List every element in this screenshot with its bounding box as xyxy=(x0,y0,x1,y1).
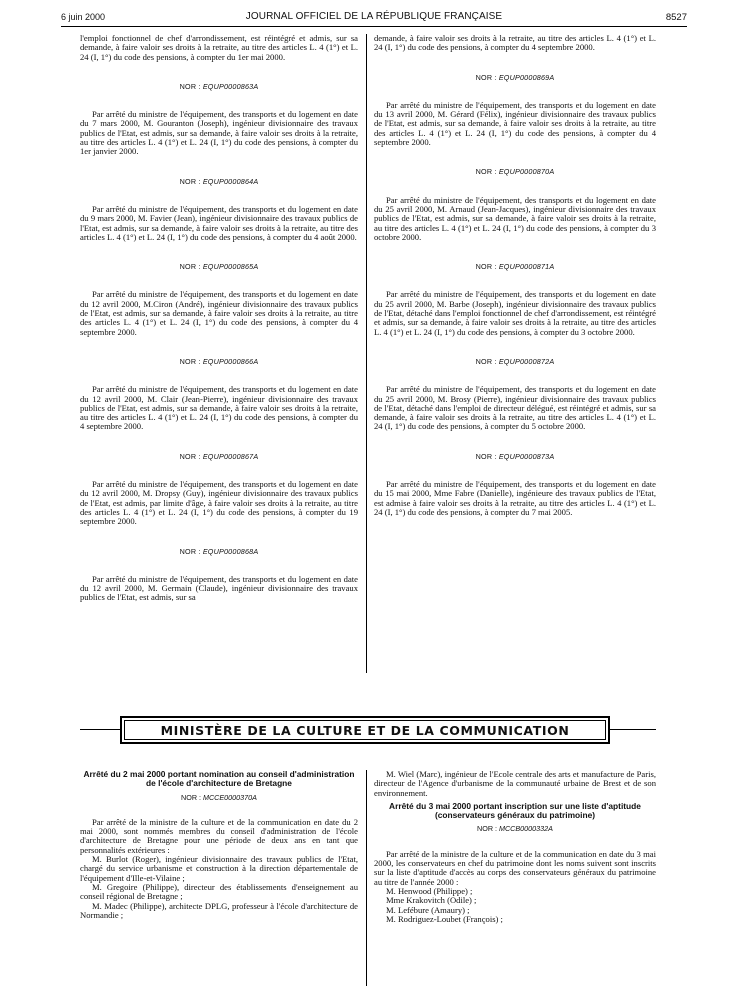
nor-reference xyxy=(80,262,358,271)
nor-label: NOR : xyxy=(179,262,201,272)
paragraph: Par arrêté du ministre de l'équipement, des transports et du logement en date du 12 avril 2000, M. Dropsy (Guy), ingénieur divisionnaire des travaux publics de l'Etat, est admis, par limite d'âge, à faire valoir ses droits à la retraite, au titre des articles L. 4 (1°) et L. 24 (I, 1°) du code des pensions, à compter du 19 septembre 2000. xyxy=(80,479,358,527)
nor-code: EQUP0000871A xyxy=(498,262,555,272)
nor-reference xyxy=(80,793,358,802)
nor-code: EQUP0000864A xyxy=(202,176,259,186)
nor-reference xyxy=(374,73,656,82)
paragraph: M. Madec (Philippe), architecte DPLG, professeur à l'école d'architecture de Normandie ; xyxy=(80,900,358,920)
nor-label: NOR : xyxy=(179,356,201,366)
nor-code: EQUP0000869A xyxy=(498,72,555,82)
paragraph: Par arrêté du ministre de l'équipement, des transports et du logement en date du 25 avril 2000, M. Brosy (Pierre), ingénieur divisionnaire des travaux publics de l'Etat, détaché dans l'emploi de directeur délégué, est réintégré et admis, sur sa demande, à faire valoir ses droits à la retraite, au titre des articles L. 4 (1°) et L. 24 (I, 1°) du code des pensions, à compter du 5 octobre 2000. xyxy=(374,384,656,432)
nor-label: NOR : xyxy=(475,167,497,177)
ministry-rule-right xyxy=(610,729,656,730)
nor-reference xyxy=(374,262,656,271)
paragraph: M. Henwood (Philippe) ; xyxy=(386,885,473,896)
nor-label: NOR : xyxy=(181,792,201,802)
paragraph: Par arrêté du ministre de l'équipement, des transports et du logement en date du 12 avril 2000, M. Germain (Claude), ingénieur divisionnaire des travaux publics de l'Etat, est admis, sur sa xyxy=(80,573,358,603)
nor-label: NOR : xyxy=(179,451,201,461)
nor-code: EQUP0000866A xyxy=(202,356,259,366)
header-date: 6 juin 2000 xyxy=(61,12,106,22)
right-column xyxy=(374,34,656,517)
ministry-banner xyxy=(120,716,610,744)
header-journal-title: JOURNAL OFFICIEL DE LA RÉPUBLIQUE FRANÇAISE xyxy=(245,11,503,22)
nor-reference xyxy=(80,82,358,91)
paragraph: Par arrêté du ministre de l'équipement, des transports et du logement en date du 13 avril 2000, M. Gérard (Félix), ingénieur divisionnaire des travaux publics de l'Etat, est admis, sur sa demande, à faire valoir ses droits à la retraite, au titre des articles L. 4 (1°) et L. 24 (I, 1°) du code des pensions, à compter du 4 septembre 2000. xyxy=(374,99,656,148)
nor-code: EQUP0000867A xyxy=(202,451,259,461)
paragraph: Par arrêté du ministre de l'équipement, des transports et du logement en date du 9 mars 2000, M. Favier (Jean), ingénieur divisionnaire des travaux publics de l'Etat, est admis, sur sa demande, à faire valoir ses droits à la retraite, au titre des articles L. 4 (1°) et L. 24 (I, 1°) du code des pensions, à compter du 4 août 2000. xyxy=(80,203,358,242)
nor-label: NOR : xyxy=(475,72,497,82)
nor-code: EQUP0000863A xyxy=(202,81,259,91)
nor-code: EQUP0000865A xyxy=(202,262,259,272)
paragraph: Par arrêté du ministre de l'équipement, des transports et du logement en date du 12 avril 2000, M.Ciron (André), ingénieur divisionnaire des travaux publics de l'Etat, est admis, sur sa demande, à faire valoir ses droits à la retraite, au titre des articles L. 4 (1°) et L. 24 (I, 1°) du code des pensions, à compter du 4 septembre 2000. xyxy=(80,289,358,337)
paragraph: M. Wiel (Marc), ingénieur de l'Ecole centrale des arts et manufacture de Paris, directeur de l'Agence d'urbanisme de la communauté urbaine de Brest et de son environnement. xyxy=(374,769,656,798)
nor-reference xyxy=(374,452,656,461)
nor-label: NOR : xyxy=(475,451,497,461)
nor-reference xyxy=(80,177,358,186)
nor-label: NOR : xyxy=(179,176,201,186)
header-page-number: 8527 xyxy=(665,12,687,23)
nor-label: NOR : xyxy=(475,262,497,272)
nor-label: NOR : xyxy=(179,81,201,91)
ministry-title: MINISTÈRE DE LA CULTURE ET DE LA COMMUNICATION xyxy=(160,722,570,738)
paragraph: Par arrêté du ministre de l'équipement, des transports et du logement en date du 25 avril 2000, M. Barbe (Joseph), ingénieur divisionnaire des travaux publics de l'Etat, détaché dans l'emploi fonctionnel de chef d'arrondissement, est réintégré et admis, sur sa demande, à faire valoir ses droits à la retraite, au titre des articles L. 4 (1°) et L. 24 (I, 1°) du code des pensions, à compter du 3 octobre 2000. xyxy=(374,289,656,337)
nor-label: NOR : xyxy=(475,356,497,366)
paragraph: M. Lefébure (Amaury) ; xyxy=(386,904,470,915)
nor-reference xyxy=(374,824,656,833)
nor-label: NOR : xyxy=(179,546,201,556)
paragraph: demande, à faire valoir ses droits à la retraite, au titre des articles L. 4 (1°) et L. 24 (I, 1°) du code des pensions, à compter du 4 septembre 2000. xyxy=(374,33,656,53)
nor-code: EQUP0000868A xyxy=(202,546,259,556)
nor-code: MCCE0000370A xyxy=(203,792,257,802)
bottom-left-column xyxy=(80,770,358,920)
paragraph: Par arrêté du ministre de l'équipement, des transports et du logement en date du 15 mai 2000, Mme Fabre (Danielle), ingénieure des travaux publics de l'Etat, est admise à faire valoir ses droits à la retraite, au titre des articles L. 4 (1°) et L. 24 (I, 1°) du code des pensions, à compter du 7 mai 2005. xyxy=(374,479,656,517)
paragraph: M. Rodriguez-Loubet (François) ; xyxy=(386,913,503,924)
paragraph: Par arrêté du ministre de l'équipement, des transports et du logement en date du 25 avril 2000, M. Arnaud (Jean-Jacques), ingénieur divisionnaire des travaux publics de l'Etat, est admis, sur sa demande, à faire valoir ses droits à la retraite, au titre des articles L. 4 (1°) et L. 24 (I, 1°) du code des pensions, à compter du 3 octobre 2000. xyxy=(374,194,656,242)
header-rule xyxy=(61,26,687,27)
paragraph: Par arrêté du ministre de l'équipement, des transports et du logement en date du 12 avril 2000, M. Clair (Jean-Pierre), ingénieur divisionnaire des travaux publics de l'Etat, est admis, sur sa demande, à faire valoir ses droits à la retraite, au titre des articles L. 4 (1°) et L. 24 (I, 1°) du code des pensions, à compter du 4 septembre 2000. xyxy=(80,384,358,432)
arrete-title: Arrêté du 2 mai 2000 portant nomination au conseil d'administration de l'école d'architecture de Bretagne xyxy=(83,769,355,789)
bottom-right-column xyxy=(374,770,656,924)
paragraph: M. Burlot (Roger), ingénieur divisionnaire des travaux publics de l'Etat, chargé du service urbanisme et construction à la direction départementale de l'équipement d'Ille-et-Vilaine ; xyxy=(80,854,358,883)
nor-code: EQUP0000872A xyxy=(498,356,555,366)
paragraph: M. Gregoire (Philippe), directeur des établissements d'enseignement au conseil régional de Bretagne ; xyxy=(80,881,358,902)
left-column xyxy=(80,34,358,603)
nor-reference xyxy=(80,547,358,556)
page-header xyxy=(61,10,687,24)
nor-code: EQUP0000873A xyxy=(498,451,555,461)
nor-reference xyxy=(80,452,358,461)
paragraph: Par arrêté de la ministre de la culture et de la communication en date du 3 mai 2000, les conservateurs en chef du patrimoine dont les noms suivent sont inscrits sur la liste d'aptitude d'accès au corps des conservateurs généraux du patrimoine au titre de l'année 2000 : xyxy=(374,848,656,887)
nor-label: NOR : xyxy=(477,824,497,834)
nor-reference xyxy=(374,357,656,366)
paragraph: Par arrêté du ministre de l'équipement, des transports et du logement en date du 7 mars 2000, M. Gouranton (Joseph), ingénieur divisionnaire des travaux publics de l'Etat, est admis, sur sa demande, à faire valoir ses droits à la retraite, au titre des articles L. 4 (1°) et L. 24 (I, 1°) du code des pensions, à compter du 1er janvier 2000. xyxy=(80,109,358,157)
bottom-column-divider xyxy=(366,770,367,986)
paragraph: Mme Krakovitch (Odile) ; xyxy=(386,895,477,906)
ministry-rule-left xyxy=(80,729,120,730)
paragraph: l'emploi fonctionnel de chef d'arrondissement, est réintégré et admis, sur sa demande, à faire valoir ses droits à la retraite, au titre des articles L. 4 (1°) et L. 24 (I, 1°) du code des pensions, à compter du 1er mai 2000. xyxy=(80,33,358,62)
column-divider xyxy=(366,34,367,673)
nor-code: MCCB0000332A xyxy=(499,824,553,834)
nor-reference xyxy=(374,167,656,176)
paragraph: Par arrêté de la ministre de la culture et de la communication en date du 2 mai 2000, sont nommés membres du conseil d'administration de l'école d'architecture de Bretagne pour une période de deux ans en tant que personnalités extérieures : xyxy=(80,816,358,855)
nor-code: EQUP0000870A xyxy=(498,167,555,177)
nor-reference xyxy=(80,357,358,366)
arrete-title: Arrêté du 3 mai 2000 portant inscription sur une liste d'aptitude (conservateurs généraux du patrimoine) xyxy=(389,800,641,821)
